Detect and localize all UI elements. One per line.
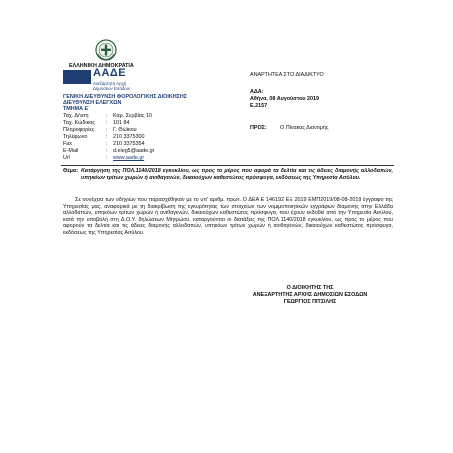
contact-value: 101 84	[113, 120, 130, 126]
contact-value: 210 3375354	[113, 141, 145, 147]
aade-logo-mark	[63, 70, 91, 84]
department: ΤΜΗΜΑ Ε΄	[63, 106, 90, 112]
aade-logo-text: ΑΑΔΕ	[93, 67, 127, 79]
signature-name: ΓΕΩΡΓΙΟΣ ΠΙΤΣΙΛΗΣ	[283, 299, 337, 305]
directorate-audits: ΔΙΕΥΘΥΝΣΗ ΕΛΕΓΧΩΝ	[63, 100, 122, 106]
contact-label: Ταχ. Δ/νση	[63, 113, 89, 119]
greek-emblem-icon	[95, 39, 117, 61]
contact-label: Ταχ. Κώδικας	[63, 120, 95, 126]
contact-label: Url	[63, 155, 70, 161]
email-link[interactable]: d.eleg5@aade.gr	[113, 148, 155, 154]
contact-value: Γ. Θώϊκου	[113, 127, 137, 133]
contact-label: Τηλέφωνο	[63, 134, 88, 140]
recipient-value: Ο Πίνακας Διανομής	[280, 125, 329, 131]
divider	[61, 165, 394, 166]
document-date: Αθήνα, 08 Αυγούστου 2019	[250, 96, 320, 102]
contact-label: E-Mail	[63, 148, 79, 154]
recipient-label: ΠΡΟΣ:	[250, 125, 267, 131]
contact-label: Fax	[63, 141, 72, 147]
ada-label: ΑΔΑ:	[250, 89, 264, 95]
subject-label: Θέμα:	[63, 168, 79, 174]
signature-title: Ο ΔΙΟΙΚΗΤΗΣ ΤΗΣ	[286, 285, 334, 291]
website-link[interactable]: www.aade.gr	[113, 155, 145, 161]
body-paragraph: Σε συνέχεια των οδηγιών που παρασχέθηκαν με το υπ' αριθμ. πρωτ. Ο ΔΕΑ Ε 146192 ΕΞ 2019 ΕΜΠ2019/08-08-2019 έγγραφο της Υπηρεσίας μας, αναφορικά με τη διακρίβωση της εγκυρότητας των στοιχείων των νομιμοποιητικών εγγράφων διαμονής στην Ελλάδα αλλοδαπών, υπηκόων τρίτων χωρών ή ανιθαγενών, δικαιούχων καθεστώτος πρόσφυγα, που έχουν εκδοθεί από την Υπηρεσία Ασύλου, κατά την υποβολή στη Δ.Ο.Υ. δηλώσεων Μητρώου, καταργούνται οι διατάξεις της ΠΟΛ.1140/2018 εγκυκλίου, ως προς το μέρος που αφορούν τα δελτία και τις άδειες διαμονής αλλοδαπών, υπηκόων τρίτων χωρών ή ανιθαγενών, δικαιούχων καθεστώτος πρόσφυγα, εκδόσεως της Υπηρεσίας Ασύλου.	[63, 197, 393, 236]
contact-value: Καρ. Σερβίας 10	[113, 113, 153, 119]
posting-note: ΑΝΑΡΤΗΤΕΑ ΣΤΟ ΔΙΑΔΙΚΤΥΟ	[250, 72, 324, 78]
contact-label: Πληροφορίες	[63, 127, 95, 133]
directorate-general: ΓΕΝΙΚΗ ΔΙΕΥΘΥΝΣΗ ΦΟΡΟΛΟΓΙΚΗΣ ΔΙΟΙΚΗΣΗΣ	[63, 94, 187, 100]
aade-logo-subtitle: Ανεξάρτητη Αρχή Δημοσίων Εσόδων	[93, 81, 131, 91]
contact-value: 210 3375300	[113, 134, 145, 140]
subject-text: Κατάργηση της ΠΟΛ.1140/2018 εγκυκλίου, ως προς το μέρος που αφορά τα δελτία και τις άδειες διαμονής αλλοδαπών, υπηκόων τρίτων χωρών ή ανιθαγενών, δικαιούχων καθεστώτος πρόσφυγα, εκδόσεως της Υπηρεσία Ασύλου.	[81, 168, 393, 181]
signature-authority: ΑΝΕΞΑΡΤΗΤΗΣ ΑΡΧΗΣ ΔΗΜΟΣΙΩΝ ΕΣΟΔΩΝ	[252, 292, 368, 298]
country-name: ΕΛΛΗΝΙΚΗ ΔΗΜΟΚΡΑΤΙΑ	[69, 63, 134, 69]
protocol-number: Ε.2157	[250, 103, 268, 109]
